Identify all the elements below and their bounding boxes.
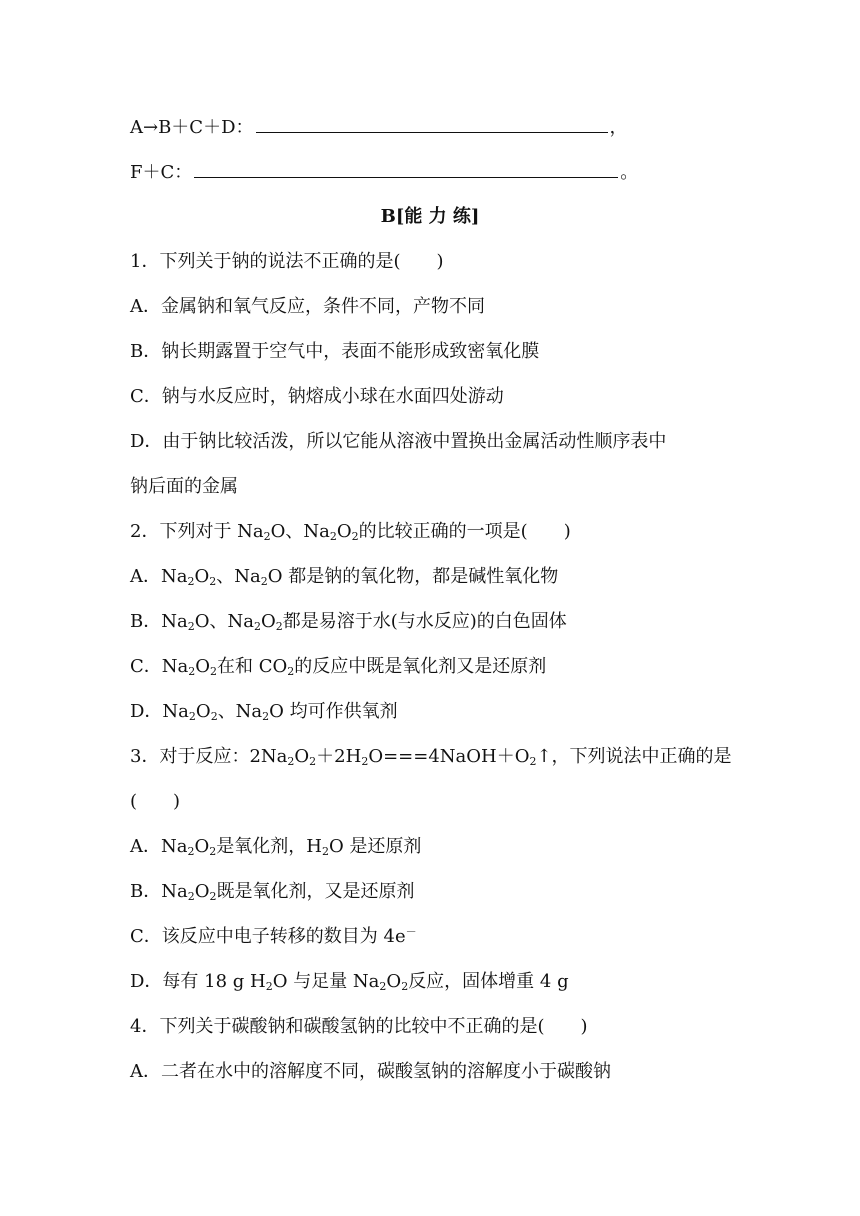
subscript: 2 <box>260 575 268 588</box>
q1-stem: 1．下列关于钠的说法不正确的是( ) <box>130 251 444 272</box>
subscript: 2 <box>361 755 369 768</box>
fill-1-suffix: ， <box>609 117 628 138</box>
subscript: 2 <box>188 710 196 723</box>
section-title: B[能 力 练] <box>380 206 480 227</box>
q3-stem-text: ＋2H <box>316 746 362 767</box>
q3-b-text: 既是氧化剂，又是还原剂 <box>216 881 415 902</box>
subscript: 2 <box>379 980 387 993</box>
q3-a-text: 是氧化剂，H <box>216 836 322 857</box>
q3-stem <box>130 743 732 771</box>
subscript: 2 <box>329 530 337 543</box>
q4-stem: 4．下列关于碳酸钠和碳酸氢钠的比较中不正确的是( ) <box>130 1016 588 1037</box>
subscript: 2 <box>209 890 217 903</box>
fill-line-1 <box>130 114 628 142</box>
subscript: 2 <box>188 665 196 678</box>
subscript: 2 <box>401 980 409 993</box>
q3-stem-text: ↑，下列说法中正确的是 <box>536 746 732 767</box>
q2-stem-text: 的比较正确的一项是( ) <box>358 521 571 542</box>
q1-option-c: C．钠与水反应时，钠熔成小球在水面四处游动 <box>130 386 504 407</box>
q2-a-text: O <box>194 566 210 587</box>
q2-a-text: 、Na <box>216 566 261 587</box>
fill-line-2 <box>130 159 638 187</box>
q3-stem-cont: ( ) <box>130 791 181 812</box>
q3-a-text: O 是还原剂 <box>328 836 422 857</box>
subscript: 2 <box>351 530 359 543</box>
q2-c-text: O <box>195 656 211 677</box>
q1-option-b: B．钠长期露置于空气中，表面不能形成致密氧化膜 <box>130 341 540 362</box>
q2-d-text: 、Na <box>217 701 263 722</box>
subscript: 2 <box>187 575 195 588</box>
q3-option-c <box>130 923 417 951</box>
q3-stem-text: O <box>294 746 310 767</box>
subscript: 2 <box>187 890 195 903</box>
q2-b-text: O、Na <box>194 611 254 632</box>
subscript: 2 <box>210 665 218 678</box>
q3-option-a <box>130 833 421 861</box>
q2-a-text: O 都是钠的氧化物，都是碱性氧化物 <box>267 566 559 587</box>
answer-blank-2[interactable] <box>194 159 618 178</box>
q2-d-text: O <box>195 701 211 722</box>
q3-b-text: O <box>194 881 210 902</box>
subscript: 2 <box>187 845 195 858</box>
q2-a-text: A．Na <box>130 566 188 587</box>
q3-d-text: 反应，固体增重 4 g <box>408 971 569 992</box>
q3-option-d <box>130 968 569 996</box>
subscript: 2 <box>262 710 270 723</box>
q3-stem-text: O===4NaOH＋O <box>368 746 530 767</box>
q2-stem <box>130 518 571 546</box>
subscript: 2 <box>309 755 317 768</box>
subscript: 2 <box>253 620 261 633</box>
q3-a-text: O <box>194 836 210 857</box>
subscript: 2 <box>287 755 295 768</box>
subscript: 2 <box>187 620 195 633</box>
subscript: 2 <box>265 980 273 993</box>
q2-option-d <box>130 698 398 726</box>
q3-b-text: B．Na <box>130 881 188 902</box>
fill-1-prefix: A→B＋C＋D： <box>130 117 254 138</box>
q2-option-b <box>130 608 567 636</box>
q2-b-text: B．Na <box>130 611 188 632</box>
subscript: 2 <box>321 845 329 858</box>
q3-option-b <box>130 878 414 906</box>
subscript: 2 <box>209 845 217 858</box>
fill-2-suffix: 。 <box>620 162 639 183</box>
subscript: 2 <box>529 755 537 768</box>
q2-b-text: O <box>260 611 276 632</box>
q2-d-text: D．Na <box>130 701 189 722</box>
subscript: 2 <box>263 530 271 543</box>
fill-2-prefix: F＋C： <box>130 162 193 183</box>
q2-b-text: 都是易溶于水(与水反应)的白色固体 <box>282 611 567 632</box>
q2-option-a <box>130 563 558 591</box>
q3-d-text: O 与足量 Na <box>272 971 380 992</box>
q3-c-text: C．该反应中电子转移的数目为 4e <box>130 926 406 947</box>
q2-d-text: O 均可作供氧剂 <box>269 701 398 722</box>
q2-c-text: 的反应中既是氧化剂又是还原剂 <box>294 656 547 677</box>
q2-stem-text: O、Na <box>270 521 330 542</box>
q2-stem-text: 2．下列对于 Na <box>130 521 264 542</box>
superscript: － <box>405 925 417 938</box>
answer-blank-1[interactable] <box>256 114 608 133</box>
subscript: 2 <box>275 620 283 633</box>
q3-d-text: D．每有 18 g H <box>130 971 266 992</box>
q1-option-d: D．由于钠比较活泼，所以它能从溶液中置换出金属活动性顺序表中 <box>130 431 667 452</box>
q3-stem-text: 3．对于反应：2Na <box>130 746 288 767</box>
q2-c-text: 在和 CO <box>217 656 288 677</box>
q1-option-d-cont: 钠后面的金属 <box>130 476 238 497</box>
q3-a-text: A．Na <box>130 836 188 857</box>
q2-option-c <box>130 653 546 681</box>
q3-d-text: O <box>386 971 402 992</box>
subscript: 2 <box>209 575 217 588</box>
subscript: 2 <box>210 710 218 723</box>
subscript: 2 <box>287 665 295 678</box>
q4-option-a: A．二者在水中的溶解度不同，碳酸氢钠的溶解度小于碳酸钠 <box>130 1061 611 1082</box>
q2-c-text: C．Na <box>130 656 189 677</box>
q1-option-a: A．金属钠和氧气反应，条件不同，产物不同 <box>130 296 485 317</box>
q2-stem-text: O <box>336 521 352 542</box>
